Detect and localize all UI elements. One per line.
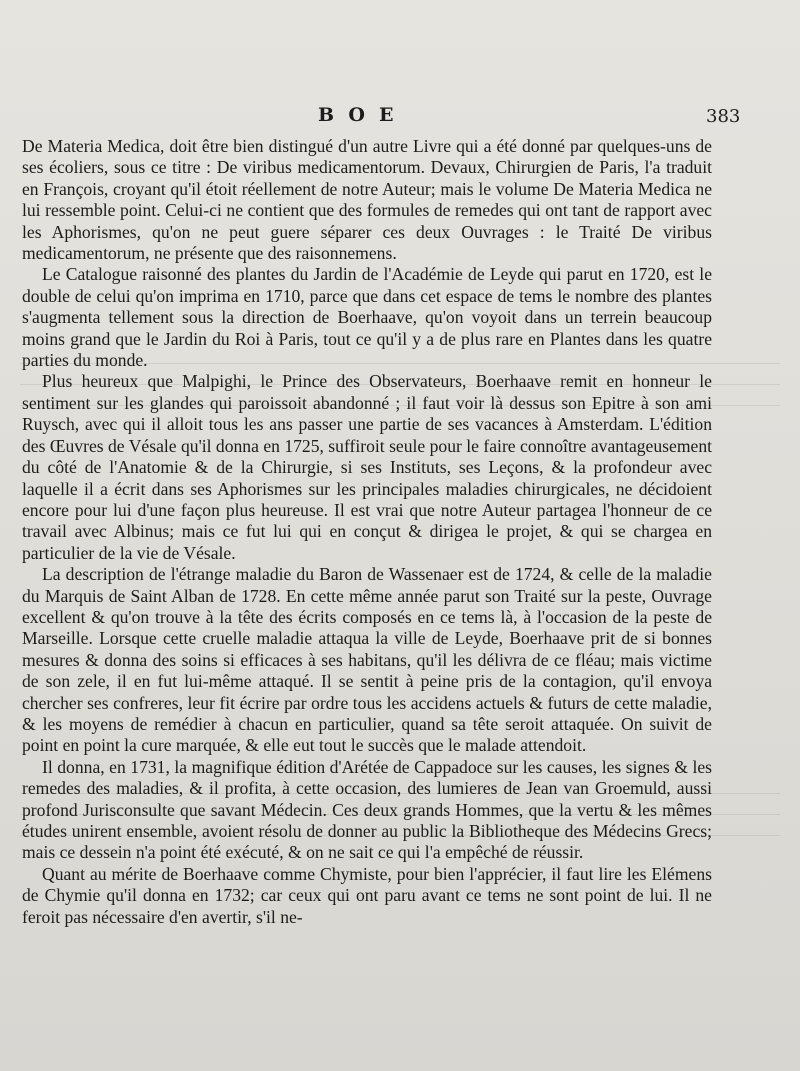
paragraph: Le Catalogue raisonné des plantes du Jardin de l'Académie de Leyde qui parut en 1720, est le double de celui qu'on imprima en 1710, parce que dans cet espace de tems le nombre des plantes s'augmenta tellement sous la direction de Boerhaave, qu'on voyoit dans un terrein beaucoup moins grand que le Jardin du Roi à Paris, tout ce qu'il y a de plus rare en Plantes dans les quatre parties du monde. [22, 264, 712, 371]
running-title: BOE [318, 104, 408, 126]
paragraph: De Materia Medica, doit être bien distingué d'un autre Livre qui a été donné par quelques-uns de ses écoliers, sous ce titre : De viribus medicamentorum. Devaux, Chirurgien de Paris, l'a traduit en François, croyant qu'il étoit réellement de notre Auteur; mais le volume De Materia Medica ne lui ressemble point. Celui-ci ne contient que des formules de remedes qui ont tant de rapport avec les Aphorismes, qu'on ne peut guere séparer ces deux Ouvrages : le Traité De viribus medicamentorum, ne présente que des raisonnemens. [22, 136, 712, 264]
running-head [0, 104, 800, 134]
paragraph: Quant au mérite de Boerhaave comme Chymiste, pour bien l'apprécier, il faut lire les Elémens de Chymie qu'il donna en 1732; car ceux qui ont paru avant ce tems ne sont point de lui. Il ne feroit pas nécessaire d'en avertir, s'il ne- [22, 863, 712, 927]
page-number: 383 [706, 106, 741, 127]
paragraph: Il donna, en 1731, la magnifique édition d'Arétée de Cappadoce sur les causes, les signes & les remedes des maladies, & il profita, à cette occasion, des lumieres de Jean van Groemuld, aussi profond Jurisconsulte que savant Médecin. Ces deux grands Hommes, que la vertu & les mêmes études unirent ensemble, avoient résolu de donner au public la Bibliotheque des Médecins Grecs; mais ce dessein n'a point été exécuté, & on ne sait ce qui l'a empêché de réussir. [22, 756, 712, 863]
body-text [22, 136, 712, 928]
paragraph: Plus heureux que Malpighi, le Prince des Observateurs, Boerhaave remit en honneur le sentiment sur les glandes qui paroissoit abandonné ; il faut voir là dessus son Epitre à son ami Ruysch, avec qui il alloit tous les ans passer une partie de ses vacances à Amsterdam. L'édition des Œuvres de Vésale qu'il donna en 1725, suffiroit seule pour le faire connoître avantageusement du côté de l'Anatomie & de la Chirurgie, si ses Instituts, ses Leçons, & la profondeur avec laquelle il a écrit dans ses Aphorismes sur les principales maladies chirurgicales, ne décidoient encore pour lui d'une façon plus heureuse. Il est vrai que notre Auteur partagea l'honneur de ce travail avec Albinus; mais ce fut lui qui en conçut & dirigea le projet, & qui se chargea en particulier de la vie de Vésale. [22, 371, 712, 563]
paragraph: La description de l'étrange maladie du Baron de Wassenaer est de 1724, & celle de la maladie du Marquis de Saint Alban de 1728. En cette même année parut son Traité sur la peste, Ouvrage excellent & qu'on trouve à la tête des écrits composés en ce tems là, à l'occasion de la peste de Marseille. Lorsque cette cruelle maladie attaqua la ville de Leyde, Boerhaave prit de si bonnes mesures & donna des soins si efficaces à ses habitans, qu'il les délivra de ce fléau; mais victime de son zele, il en fut lui-même attaqué. Il se sentit à peine pris de la contagion, qu'il envoya chercher ses confreres, leur fit écrire par ordre tous les accidens actuels & futurs de cette maladie, & les moyens de remédier à chacun en particulier, quand sa tête seroit attaquée. On suivit de point en point la cure marquée, & elle eut tout le succès que le malade attendoit. [22, 564, 712, 756]
